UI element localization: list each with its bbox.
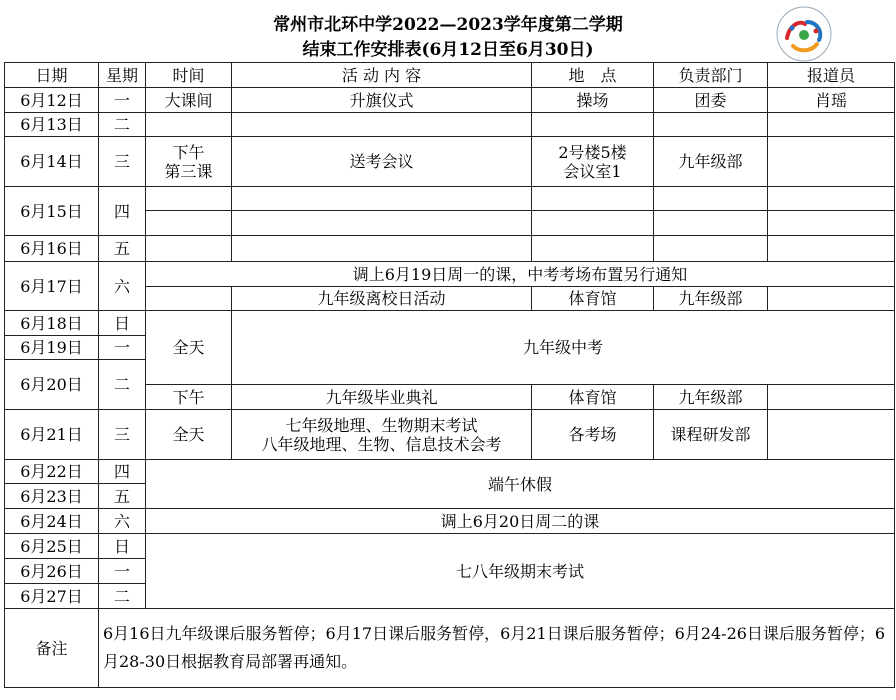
weekday-cell: 一	[99, 559, 146, 584]
date-cell: 6月13日	[5, 113, 99, 137]
remarks-row	[5, 609, 895, 688]
date-cell: 6月19日	[5, 336, 99, 360]
date-cell: 6月14日	[5, 137, 99, 187]
date-cell: 6月15日	[5, 187, 99, 236]
reporter-cell	[768, 211, 895, 236]
header-department: 负责部门	[654, 63, 768, 88]
location-cell	[532, 187, 654, 211]
weekday-cell: 六	[99, 509, 146, 534]
date-cell: 6月21日	[5, 410, 99, 460]
holiday-cell: 端午休假	[146, 460, 895, 509]
header-weekday: 星期	[99, 63, 146, 88]
time-cell	[146, 211, 232, 236]
weekday-cell: 四	[99, 460, 146, 484]
department-cell	[654, 211, 768, 236]
date-cell: 6月24日	[5, 509, 99, 534]
reporter-cell	[768, 410, 895, 460]
date-cell: 6月23日	[5, 484, 99, 509]
date-cell: 6月25日	[5, 534, 99, 559]
header-row	[5, 63, 895, 88]
table-row	[5, 410, 895, 460]
weekday-cell: 一	[99, 88, 146, 113]
exam-cell: 九年级中考	[232, 311, 895, 385]
date-cell: 6月26日	[5, 559, 99, 584]
time-cell	[146, 113, 232, 137]
department-cell: 团委	[654, 88, 768, 113]
department-cell: 九年级部	[654, 385, 768, 410]
weekday-cell: 二	[99, 360, 146, 410]
activity-cell	[232, 187, 532, 211]
notice-cell: 调上6月20日周二的课	[146, 509, 895, 534]
remarks-text: 6月16日九年级课后服务暂停；6月17日课后服务暂停，6月21日课后服务暂停；6月24-26日课后服务暂停；6月28-30日根据教育局部署再通知。	[99, 609, 895, 688]
weekday-cell: 五	[99, 236, 146, 262]
time-cell: 下午	[146, 385, 232, 410]
weekday-cell: 日	[99, 311, 146, 336]
time-cell: 大课间	[146, 88, 232, 113]
location-line-2: 会议室1	[563, 161, 622, 181]
school-logo-icon	[771, 4, 837, 64]
activity-cell: 升旗仪式	[232, 88, 532, 113]
reporter-cell: 肖瑶	[768, 88, 895, 113]
weekday-cell: 三	[99, 137, 146, 187]
table-row	[5, 460, 895, 484]
department-cell	[654, 187, 768, 211]
time-cell: 全天	[146, 410, 232, 460]
weekday-cell: 二	[99, 584, 146, 609]
weekday-cell: 四	[99, 187, 146, 236]
weekday-cell: 六	[99, 262, 146, 311]
table-row	[5, 88, 895, 113]
reporter-cell	[768, 137, 895, 187]
department-cell: 九年级部	[654, 137, 768, 187]
location-cell	[532, 236, 654, 262]
header-date: 日期	[5, 63, 99, 88]
department-cell	[654, 113, 768, 137]
weekday-cell: 二	[99, 113, 146, 137]
title-block	[0, 0, 896, 62]
header-location: 地 点	[532, 63, 654, 88]
activity-cell	[232, 113, 532, 137]
time-line-2: 第三课	[164, 161, 213, 181]
location-cell: 操场	[532, 88, 654, 113]
reporter-cell	[768, 385, 895, 410]
activity-cell	[232, 236, 532, 262]
location-cell	[532, 113, 654, 137]
activity-line-2: 八年级地理、生物、信息技术会考	[261, 434, 502, 454]
table-row	[5, 311, 895, 336]
time-cell	[146, 287, 232, 311]
time-cell	[146, 137, 232, 187]
location-cell: 体育馆	[532, 287, 654, 311]
date-cell: 6月20日	[5, 360, 99, 410]
location-cell	[532, 137, 654, 187]
location-cell: 各考场	[532, 410, 654, 460]
date-cell: 6月12日	[5, 88, 99, 113]
schedule-table	[4, 62, 895, 688]
notice-cell: 调上6月19日周一的课，中考考场布置另行通知	[146, 262, 895, 287]
table-row	[5, 113, 895, 137]
table-row	[5, 534, 895, 559]
date-cell: 6月17日	[5, 262, 99, 311]
title-line-1: 常州市北环中学2022—2023学年度第二学期	[273, 15, 623, 35]
location-cell	[532, 211, 654, 236]
weekday-cell: 三	[99, 410, 146, 460]
activity-cell: 送考会议	[232, 137, 532, 187]
date-cell: 6月16日	[5, 236, 99, 262]
table-row	[5, 187, 895, 211]
location-line-1: 2号楼5楼	[558, 142, 627, 162]
date-cell: 6月22日	[5, 460, 99, 484]
activity-cell	[232, 211, 532, 236]
reporter-cell	[768, 236, 895, 262]
table-row	[5, 509, 895, 534]
table-row	[5, 137, 895, 187]
reporter-cell	[768, 113, 895, 137]
table-row	[5, 236, 895, 262]
department-cell	[654, 236, 768, 262]
activity-cell: 九年级毕业典礼	[232, 385, 532, 410]
header-activity: 活 动 内 容	[232, 63, 532, 88]
weekday-cell: 五	[99, 484, 146, 509]
weekday-cell: 一	[99, 336, 146, 360]
exam-cell: 七八年级期末考试	[146, 534, 895, 609]
reporter-cell	[768, 287, 895, 311]
weekday-cell: 日	[99, 534, 146, 559]
remarks-label: 备注	[5, 609, 99, 688]
location-cell: 体育馆	[532, 385, 654, 410]
table-row	[5, 262, 895, 287]
activity-cell: 九年级离校日活动	[232, 287, 532, 311]
activity-cell	[232, 410, 532, 460]
reporter-cell	[768, 187, 895, 211]
time-cell	[146, 236, 232, 262]
time-cell	[146, 187, 232, 211]
header-time: 时间	[146, 63, 232, 88]
title-line-2: 结束工作安排表(6月12日至6月30日)	[302, 40, 594, 60]
header-reporter: 报道员	[768, 63, 895, 88]
time-line-1: 下午	[172, 142, 205, 162]
time-cell: 全天	[146, 311, 232, 385]
activity-line-1: 七年级地理、生物期末考试	[285, 415, 478, 435]
date-cell: 6月27日	[5, 584, 99, 609]
department-cell: 九年级部	[654, 287, 768, 311]
department-cell: 课程研发部	[654, 410, 768, 460]
date-cell: 6月18日	[5, 311, 99, 336]
